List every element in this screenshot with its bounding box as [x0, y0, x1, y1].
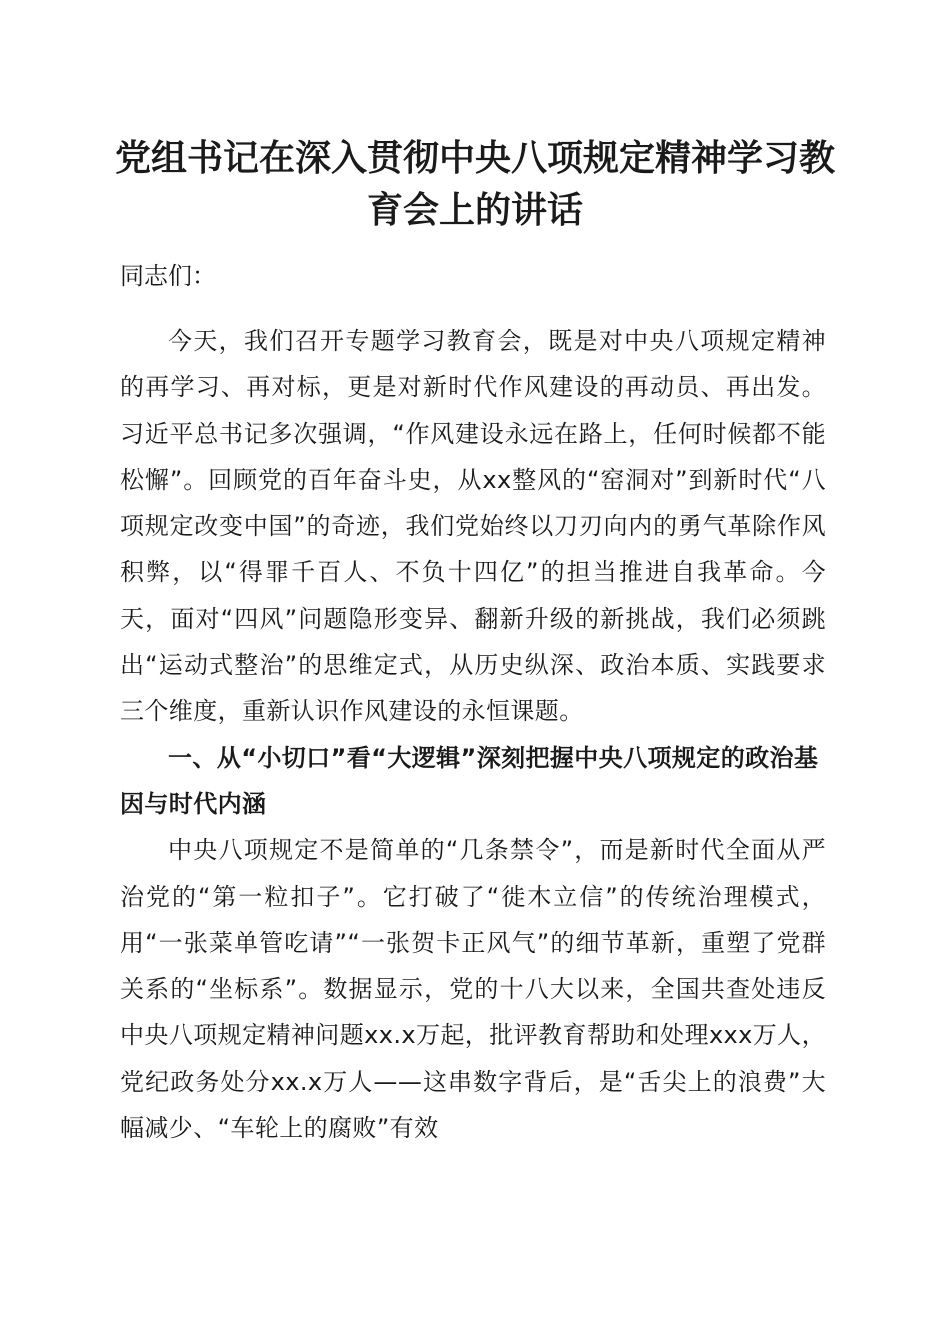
title-line-2: 育会上的讲话 [366, 189, 583, 231]
paragraph-section-1: 中央八项规定不是简单的“几条禁令”，而是新时代全面从严治党的“第一粒扣子”。它打破了“徙木立信”的传统治理模式，用“一张菜单管吃请”“一张贺卡正风气”的细节革新，重塑了党群关系的“坐标系”。数据显示，党的十八大以来，全国共查处违反中央八项规定精神问题xx.x万起，批评教育帮助和处理xxx万人，党纪政务处分xx.x万人——这串数字背后，是“舌尖上的浪费”大幅减少、“车轮上的腐败”有效 [120, 836, 826, 1143]
salutation: 同志们： [120, 262, 216, 290]
document-body [120, 318, 826, 1151]
document-title [100, 132, 850, 236]
title-line-1: 党组书记在深入贯彻中央八项规定精神学习教 [114, 137, 835, 179]
paragraph-intro: 今天，我们召开专题学习教育会，既是对中央八项规定精神的再学习、再对标，更是对新时代作风建设的再动员、再出发。习近平总书记多次强调，“作风建设永远在路上，任何时候都不能松懈”。回顾党的百年奋斗史，从xx整风的“窑洞对”到新时代“八项规定改变中国”的奇迹，我们党始终以刀刃向内的勇气革除作风积弊，以“得罪千百人、不负十四亿”的担当推进自我革命。今天，面对“四风”问题隐形变异、翻新升级的新挑战，我们必须跳出“运动式整治”的思维定式，从历史纵深、政治本质、实践要求三个维度，重新认识作风建设的永恒课题。 [120, 327, 826, 726]
section-heading-1: 一、从“小切口”看“大逻辑”深刻把握中央八项规定的政治基因与时代内涵 [120, 743, 819, 818]
